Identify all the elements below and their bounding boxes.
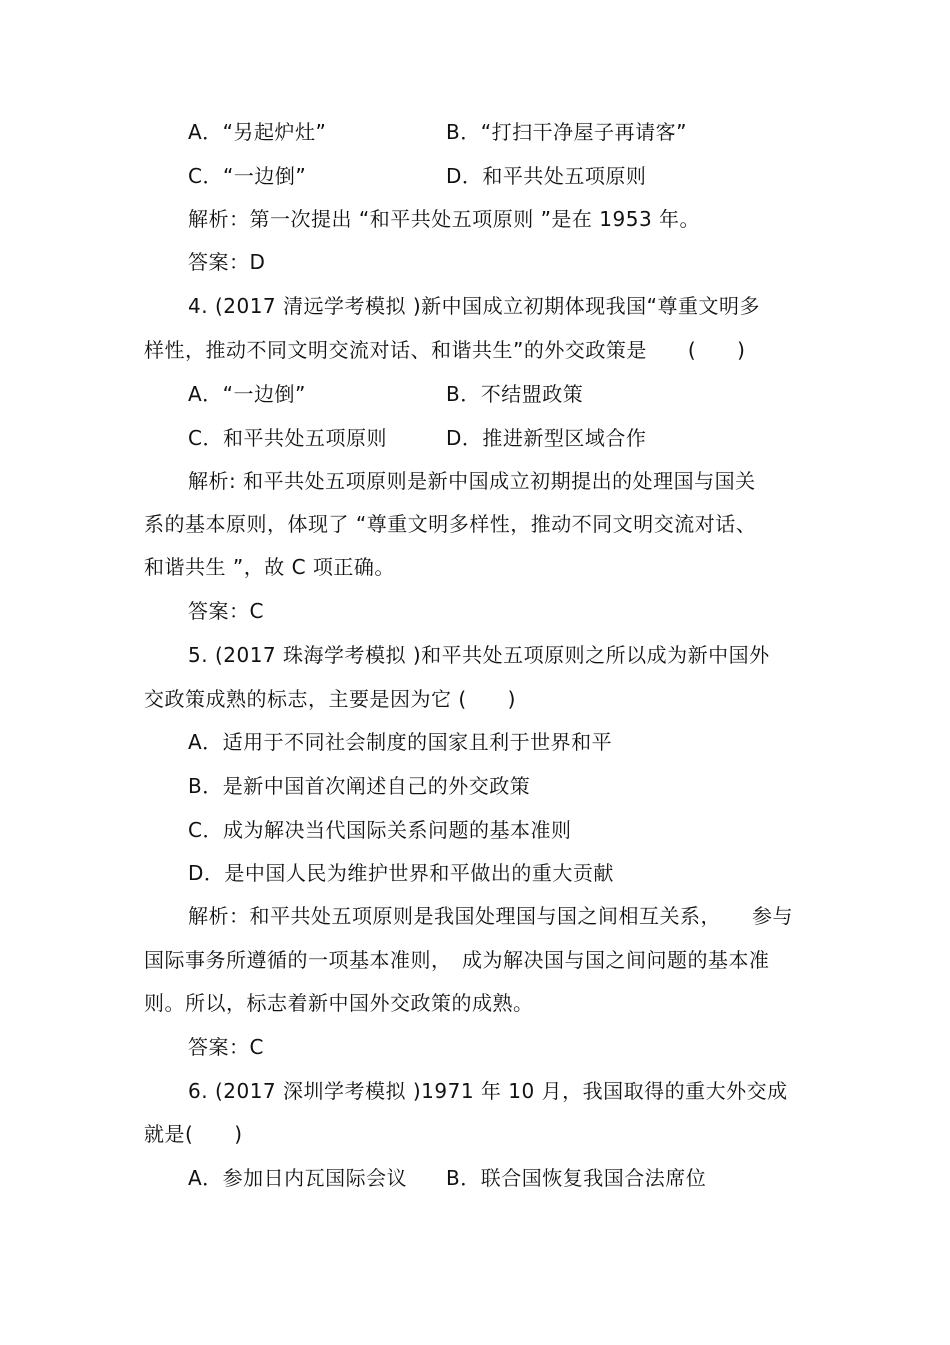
q4-analysis-line1: 解析: 和平共处五项原则是新中国成立初期提出的处理国与国关 (188, 469, 756, 493)
q5-option-a: A．适用于不同社会制度的国家且利于世界和平 (188, 730, 613, 754)
q3-option-a: A．“另起炉灶” (188, 120, 327, 144)
q5-analysis-line2: 国际事务所遵循的一项基本准则， 成为解决国与国之间问题的基本准 (144, 948, 770, 972)
q5-answer: 答案：C (188, 1035, 264, 1059)
q4-stem-line2: 样性，推动不同文明交流对话、和谐共生”的外交政策是 ( ) (144, 338, 746, 362)
q5-analysis-line3: 则。所以，标志着新中国外交政策的成熟。 (144, 991, 534, 1015)
q5-stem-line2: 交政策成熟的标志，主要是因为它 ( ) (144, 687, 516, 711)
q3-answer: 答案：D (188, 250, 266, 274)
q6-stem-line2: 就是( ) (144, 1122, 243, 1146)
q6-stem-line1: 6. (2017 深圳学考模拟 )1971 年 10 月，我国取得的重大外交成 (188, 1079, 788, 1103)
q5-stem-line1: 5. (2017 珠海学考模拟 )和平共处五项原则之所以成为新中国外 (188, 643, 770, 667)
q5-option-d: D．是中国人民为维护世界和平做出的重大贡献 (188, 861, 614, 885)
q4-option-d: D．推进新型区域合作 (446, 426, 647, 450)
q4-option-b: B．不结盟政策 (446, 382, 584, 406)
q3-option-c: C．“一边倒” (188, 164, 307, 188)
q4-analysis-line3: 和谐共生 ”，故 C 项正确。 (144, 555, 395, 579)
q5-option-c: C．成为解决当代国际关系问题的基本准则 (188, 818, 572, 842)
q3-option-b: B．“打扫干净屋子再请客” (446, 120, 687, 144)
q3-option-d: D．和平共处五项原则 (446, 164, 647, 188)
q3-analysis: 解析：第一次提出 “和平共处五项原则 ”是在 1953 年。 (188, 207, 701, 231)
q5-option-b: B．是新中国首次阐述自己的外交政策 (188, 774, 531, 798)
q6-option-b: B．联合国恢复我国合法席位 (446, 1166, 707, 1190)
q4-option-a: A．“一边倒” (188, 382, 306, 406)
q6-option-a: A．参加日内瓦国际会议 (188, 1166, 408, 1190)
q4-answer: 答案：C (188, 599, 264, 623)
q4-option-c: C．和平共处五项原则 (188, 426, 387, 450)
q4-analysis-line2: 系的基本原则，体现了 “尊重文明多样性，推动不同文明交流对话、 (144, 512, 757, 536)
q4-stem-line1: 4. (2017 清远学考模拟 )新中国成立初期体现我国“尊重文明多 (188, 294, 761, 318)
q5-analysis-line1: 解析：和平共处五项原则是我国处理国与国之间相互关系， 参与 (188, 904, 793, 928)
